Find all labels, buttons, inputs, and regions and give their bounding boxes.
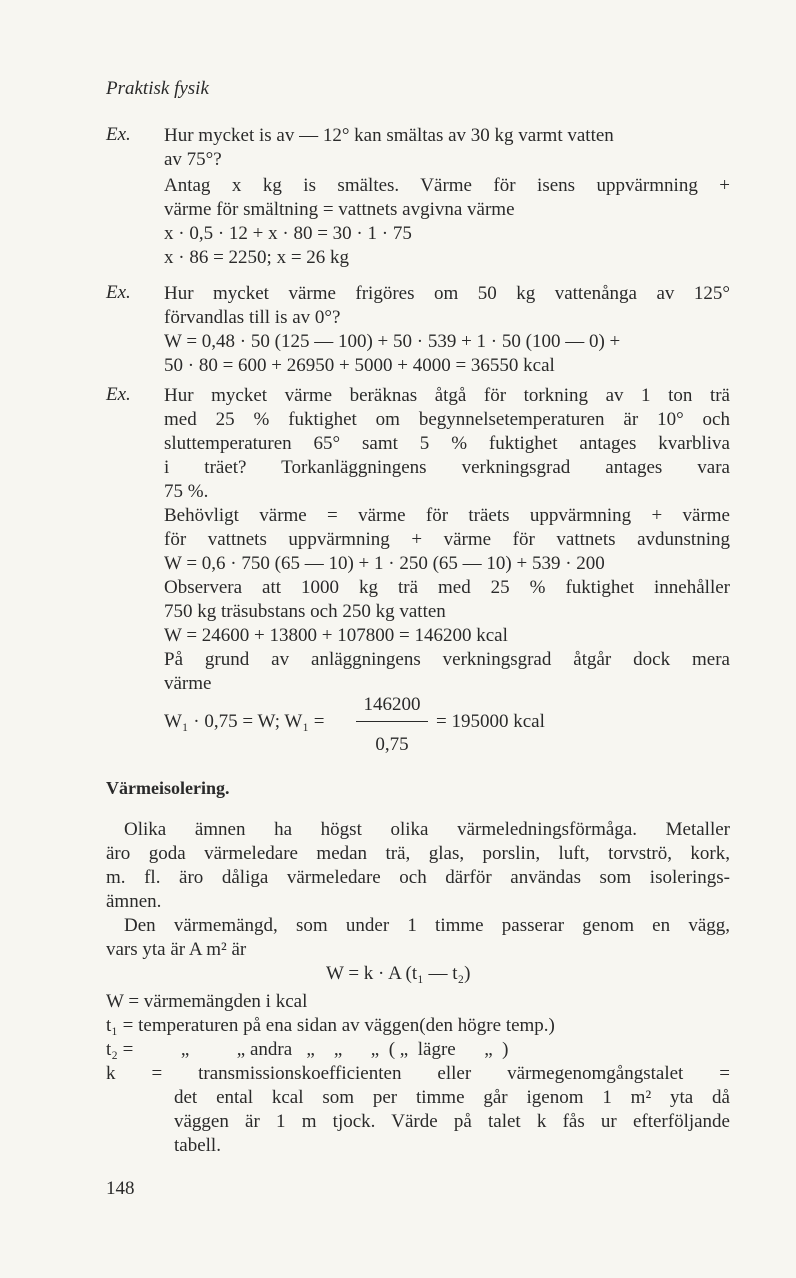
definition-line: tabell. xyxy=(174,1135,221,1156)
ex1-question-line: Hur mycket is av — 12° kan smältas av 30 kg varmt vatten xyxy=(164,125,614,146)
ex3-question-line: i träet? Torkanläggningens verkningsgrad antages vara xyxy=(164,457,730,478)
ex3-equation: W = 0,6 · 750 (65 — 10) + 1 · 250 (65 — 10) + 539 · 200 xyxy=(164,553,605,574)
running-header: Praktisk fysik xyxy=(106,78,209,99)
ex3-question-line: med 25 % fuktighet om begynnelsetemperaturen är 10° och xyxy=(164,409,730,430)
ex3-solution-line: för vattnets uppvärmning + värme för vattnets avdunstning xyxy=(164,529,730,550)
ex1-solution-line: värme för smältning = vattnets avgivna värme xyxy=(164,199,515,220)
definition-line: det ental kcal som per timme går igenom 1 m² yta då xyxy=(174,1087,730,1108)
ex1-solution-line: Antag x kg is smältes. Värme för isens uppvärmning + xyxy=(164,175,730,196)
ex2-equation: W = 0,48 · 50 (125 — 100) + 50 · 539 + 1 · 50 (100 — 0) + xyxy=(164,331,621,352)
definition-line: t₁ = temperaturen på ena sidan av väggen(den högre temp.) xyxy=(106,1015,555,1036)
section-heading: Värmeisolering. xyxy=(106,778,230,798)
paragraph-line: Olika ämnen ha högst olika värmeledningsförmåga. Metaller xyxy=(124,819,730,840)
ex1-equation: x · 0,5 · 12 + x · 80 = 30 · 1 · 75 xyxy=(164,223,412,244)
ex2-equation: 50 · 80 = 600 + 26950 + 5000 + 4000 = 36550 kcal xyxy=(164,355,555,376)
ex3-question-line: sluttemperaturen 65° samt 5 % fuktighet antages kvarbliva xyxy=(164,433,730,454)
ex3-question-line: 75 %. xyxy=(164,481,209,502)
ex3-question-line: Hur mycket värme beräknas åtgå för torkning av 1 ton trä xyxy=(164,385,730,406)
example-label: Ex. xyxy=(106,282,131,303)
paragraph-line: Den värmemängd, som under 1 timme passerar genom en vägg, xyxy=(124,915,730,936)
fraction-bar xyxy=(356,721,428,722)
definition-line: t₂ = „ „ andra „ „ „ ( „ lägre „ ) xyxy=(106,1039,509,1060)
definition-line: väggen är 1 m tjock. Värde på talet k fås ur efterföljande xyxy=(174,1111,730,1132)
ex3-solution-line: Behövligt värme = värme för träets uppvärmning + värme xyxy=(164,505,730,526)
paragraph-line: äro goda värmeledare medan trä, glas, porslin, luft, torvströ, kork, xyxy=(106,843,730,864)
page-number: 148 xyxy=(106,1178,135,1199)
fraction-result: = 195000 kcal xyxy=(436,711,545,732)
heat-transfer-formula: W = k · A (t₁ — t₂) xyxy=(326,963,471,984)
paragraph-line: vars yta är A m² är xyxy=(106,939,247,960)
fraction-left-side: W₁ · 0,75 = W; W₁ = xyxy=(164,711,325,732)
paragraph-line: ämnen. xyxy=(106,891,162,912)
ex3-solution-line: På grund av anläggningens verkningsgrad åtgår dock mera xyxy=(164,649,730,670)
example-label: Ex. xyxy=(106,124,131,145)
ex3-solution-line: 750 kg träsubstans och 250 kg vatten xyxy=(164,601,446,622)
fraction-numerator: 146200 xyxy=(363,694,421,715)
ex2-question-line: Hur mycket värme frigöres om 50 kg vattenånga av 125° xyxy=(164,283,730,304)
paragraph-line: m. fl. äro dåliga värmeledare och därför användas som isolerings- xyxy=(106,867,730,888)
definition-line: W = värmemängden i kcal xyxy=(106,991,308,1012)
fraction-denominator: 0,75 xyxy=(375,734,409,755)
ex1-question-line: av 75°? xyxy=(164,149,222,170)
ex3-equation: W = 24600 + 13800 + 107800 = 146200 kcal xyxy=(164,625,508,646)
ex2-question-line: förvandlas till is av 0°? xyxy=(164,307,341,328)
ex3-solution-line: Observera att 1000 kg trä med 25 % fuktighet innehåller xyxy=(164,577,730,598)
example-label: Ex. xyxy=(106,384,131,405)
ex1-equation: x · 86 = 2250; x = 26 kg xyxy=(164,247,350,268)
definition-line: k = transmissionskoefficienten eller värmegenomgångstalet = xyxy=(106,1063,730,1084)
ex3-solution-line: värme xyxy=(164,673,212,694)
